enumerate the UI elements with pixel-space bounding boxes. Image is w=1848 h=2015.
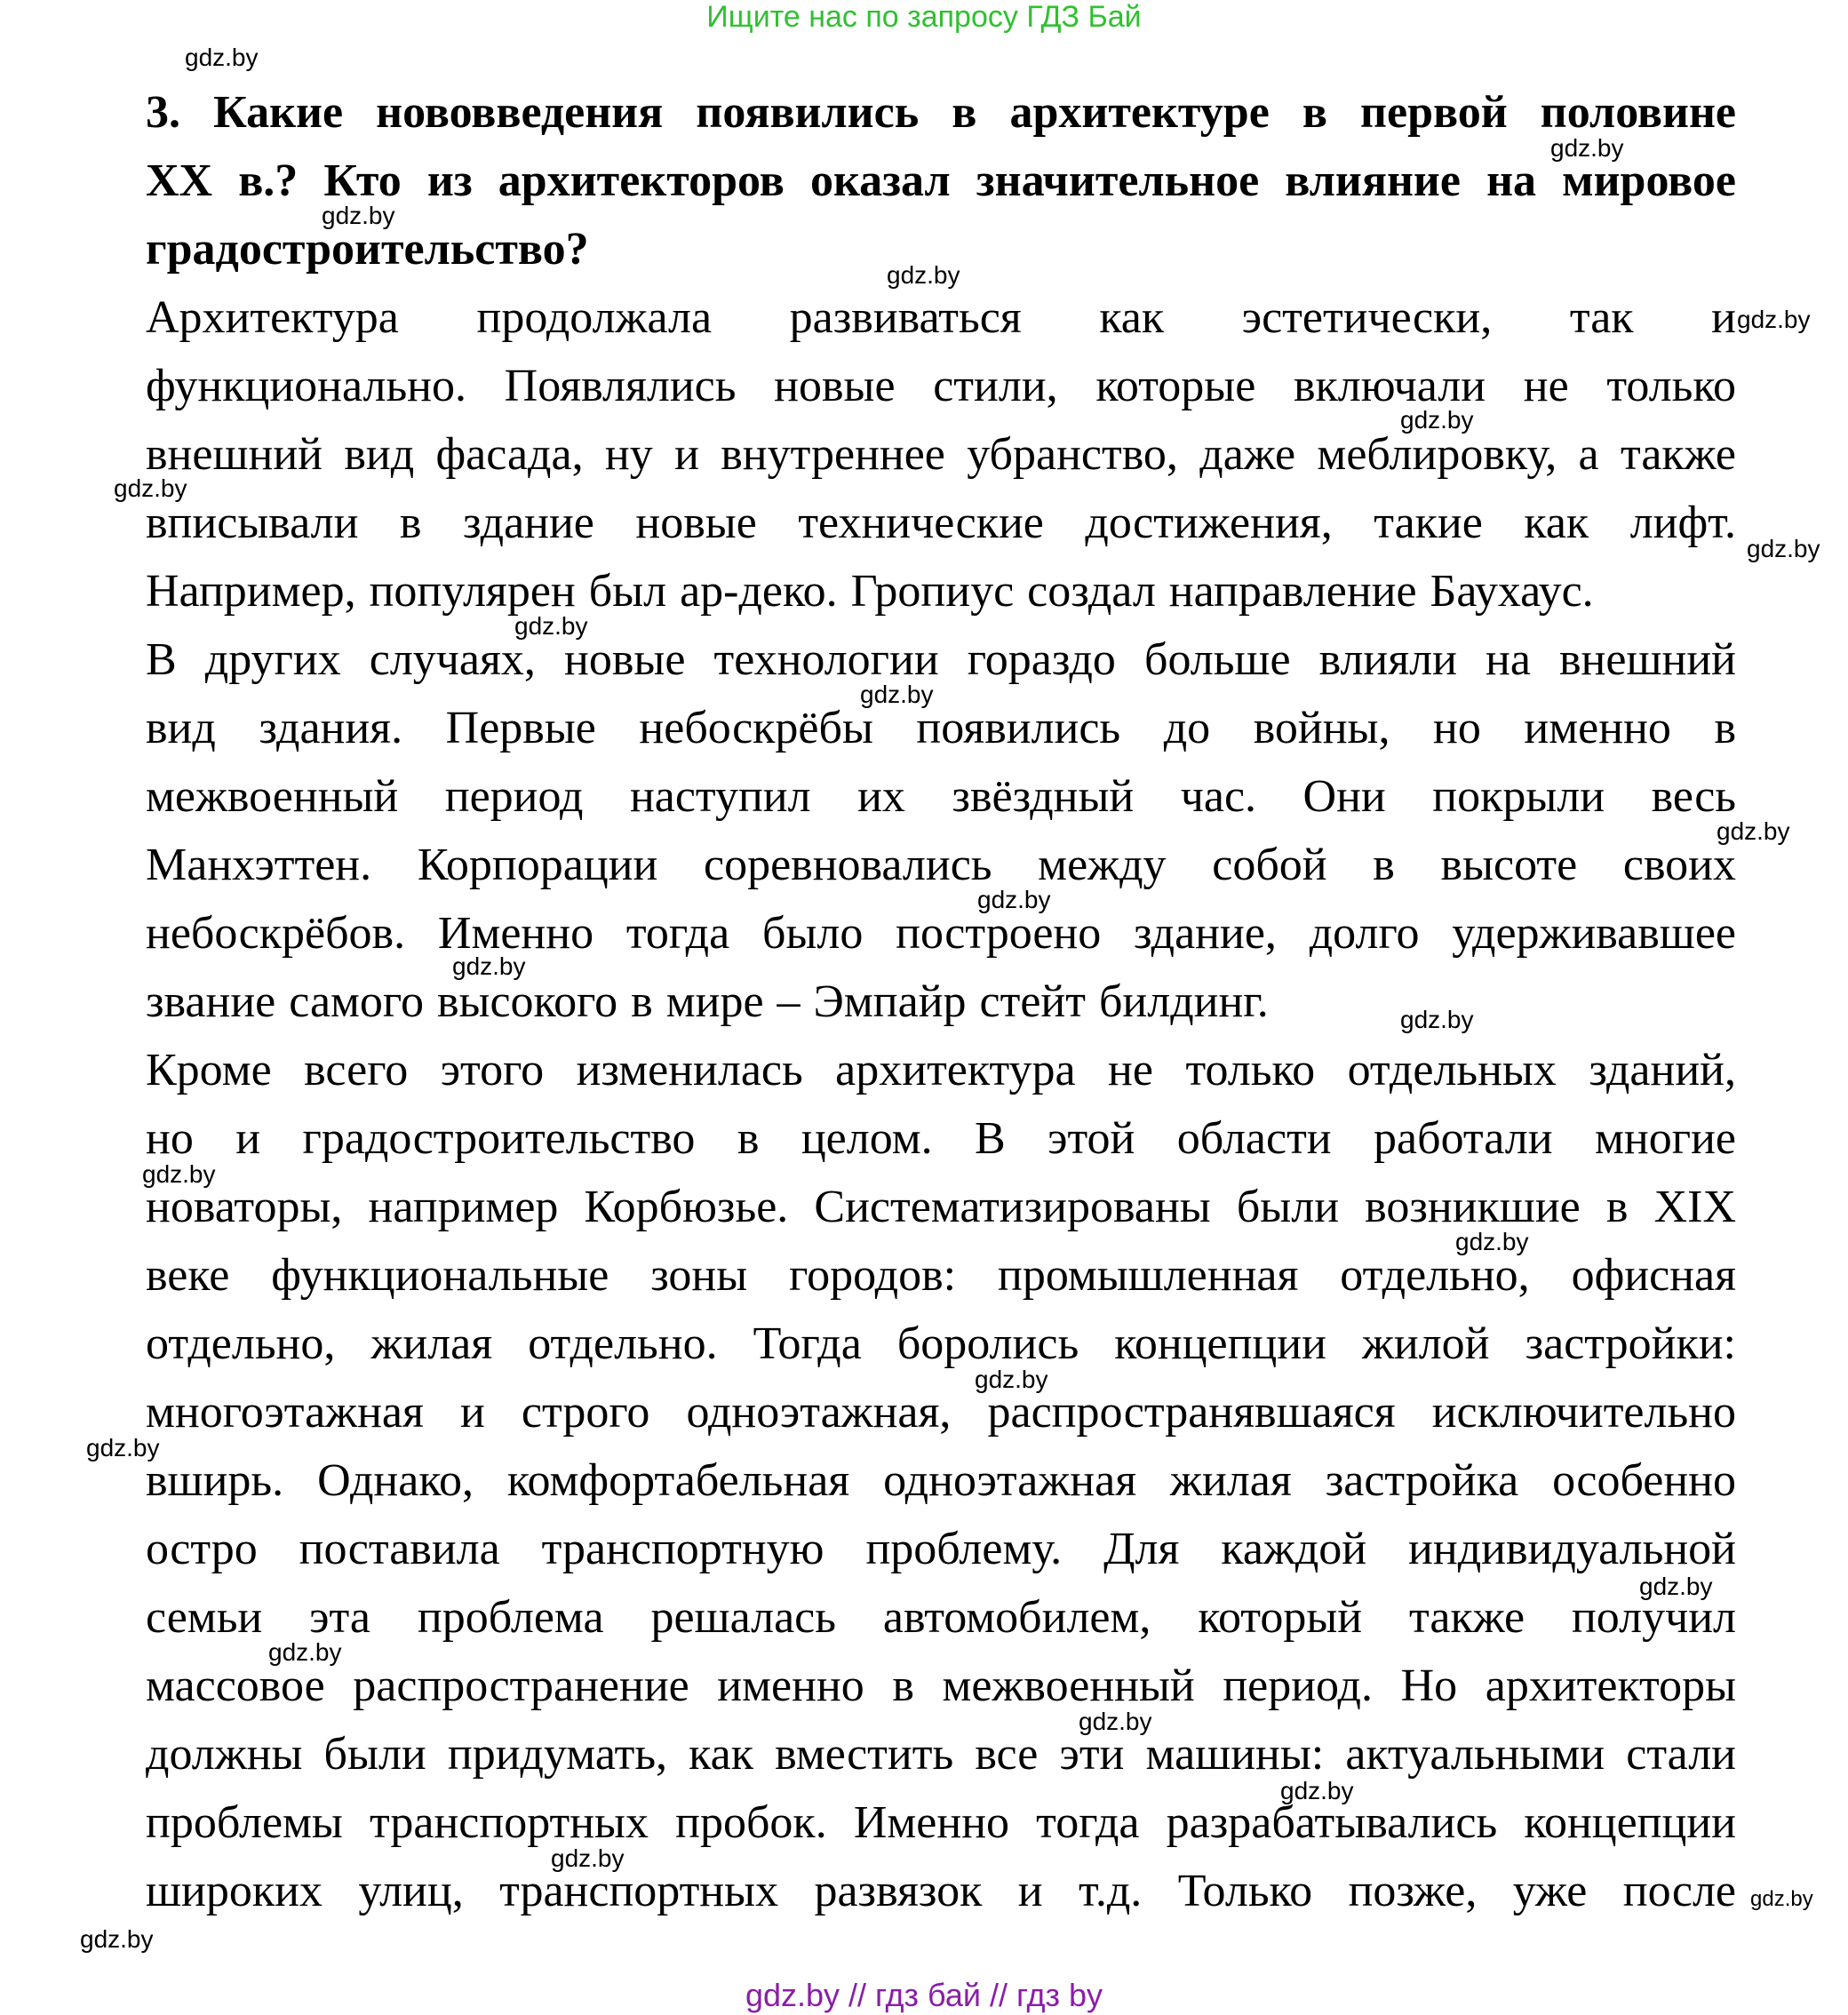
text-line: Кроме всего этого изменилась архитектура не только отдельных зданий, <box>146 1045 1736 1095</box>
search-banner: Ищите нас по запросу ГДЗ Бай <box>706 0 1142 34</box>
watermark: gdz.by <box>1400 1006 1474 1033</box>
heading-line: XX в.? Кто из архитекторов оказал значительное влияние на мировое <box>146 155 1736 206</box>
watermark: gdz.by <box>1750 1887 1813 1911</box>
text-line: межвоенный период наступил их звёздный час. Они покрыли весь <box>146 771 1736 822</box>
watermark: gdz.by <box>1747 535 1820 562</box>
text-line: В других случаях, новые технологии гораздо больше влияли на внешний <box>146 634 1736 685</box>
text-line: проблемы транспортных пробок. Именно тогда разрабатывались концепции <box>146 1797 1736 1848</box>
watermark: gdz.by <box>977 886 1051 913</box>
watermark: gdz.by <box>80 1925 154 1953</box>
watermark: gdz.by <box>1737 306 1811 333</box>
text-line: семьи эта проблема решалась автомобилем, который также получил <box>146 1592 1736 1643</box>
text-line: многоэтажная и строго одноэтажная, распространявшаяся исключительно <box>146 1387 1736 1438</box>
question-heading <box>68 78 1736 283</box>
answer-paragraph-1 <box>68 283 1736 625</box>
text-line: должны были придумать, как вместить все эти машины: актуальными стали <box>146 1729 1736 1780</box>
watermark: gdz.by <box>1400 406 1474 434</box>
text-line: массовое распространение именно в межвоенный период. Но архитекторы <box>146 1661 1736 1711</box>
text-line: внешний вид фасада, ну и внутреннее убранство, даже меблировку, а также <box>146 429 1736 480</box>
footer-links: gdz.by // гдз бай // гдз by <box>745 1977 1103 2013</box>
text-line: вписывали в здание новые технические достижения, такие как лифт. <box>146 498 1736 548</box>
text-line: отдельно, жилая отдельно. Тогда боролись концепции жилой застройки: <box>146 1318 1736 1369</box>
watermark: gdz.by <box>86 1434 160 1461</box>
watermark: gdz.by <box>975 1366 1048 1393</box>
text-line: новаторы, например Корбюзье. Систематизированы были возникшие в XIX <box>146 1182 1736 1232</box>
text-line: вид здания. Первые небоскрёбы появились до войны, но именно в <box>146 703 1736 753</box>
watermark: gdz.by <box>514 612 588 640</box>
text-line: веке функциональные зоны городов: промышленная отдельно, офисная <box>146 1250 1736 1301</box>
text-line: но и градостроительство в целом. В этой области работали многие <box>146 1113 1736 1164</box>
watermark: gdz.by <box>860 681 934 708</box>
watermark: gdz.by <box>1639 1573 1713 1600</box>
heading-line: 3. Какие нововведения появились в архитектуре в первой половине <box>146 87 1736 138</box>
watermark: gdz.by <box>1717 817 1790 845</box>
watermark: gdz.by <box>322 202 395 229</box>
watermark: gdz.by <box>887 261 960 289</box>
text-line: звание самого высокого в мире – Эмпайр стейт билдинг. <box>146 976 1269 1027</box>
watermark: gdz.by <box>114 474 187 502</box>
text-line: небоскрёбов. Именно тогда было построено здание, долго удерживавшее <box>146 908 1736 959</box>
watermark: gdz.by <box>1280 1777 1354 1804</box>
watermark: gdz.by <box>268 1638 342 1666</box>
text-line: вширь. Однако, комфортабельная одноэтажная жилая застройка особенно <box>146 1455 1736 1506</box>
watermark: gdz.by <box>185 44 259 71</box>
watermark: gdz.by <box>142 1160 216 1188</box>
text-line: Архитектура продолжала развиваться как эстетически, так и <box>146 292 1736 343</box>
heading-line: градостроительство? <box>146 224 589 275</box>
watermark: gdz.by <box>452 952 526 980</box>
watermark: gdz.by <box>1455 1228 1529 1255</box>
text-line: функционально. Появлялись новые стили, которые включали не только <box>146 361 1736 411</box>
watermark: gdz.by <box>551 1844 625 1872</box>
watermark: gdz.by <box>1079 1708 1152 1735</box>
text-line: Например, популярен был ар-деко. Гропиус создал направление Баухаус. <box>146 566 1594 617</box>
text-line: широких улиц, транспортных развязок и т.д. Только позже, уже после <box>146 1866 1736 1916</box>
answer-paragraph-3 <box>68 1036 1736 1925</box>
watermark: gdz.by <box>1550 134 1624 162</box>
text-line: остро поставила транспортную проблему. Для каждой индивидуальной <box>146 1524 1736 1574</box>
text-line: Манхэттен. Корпорации соревновались между собой в высоте своих <box>146 840 1736 890</box>
